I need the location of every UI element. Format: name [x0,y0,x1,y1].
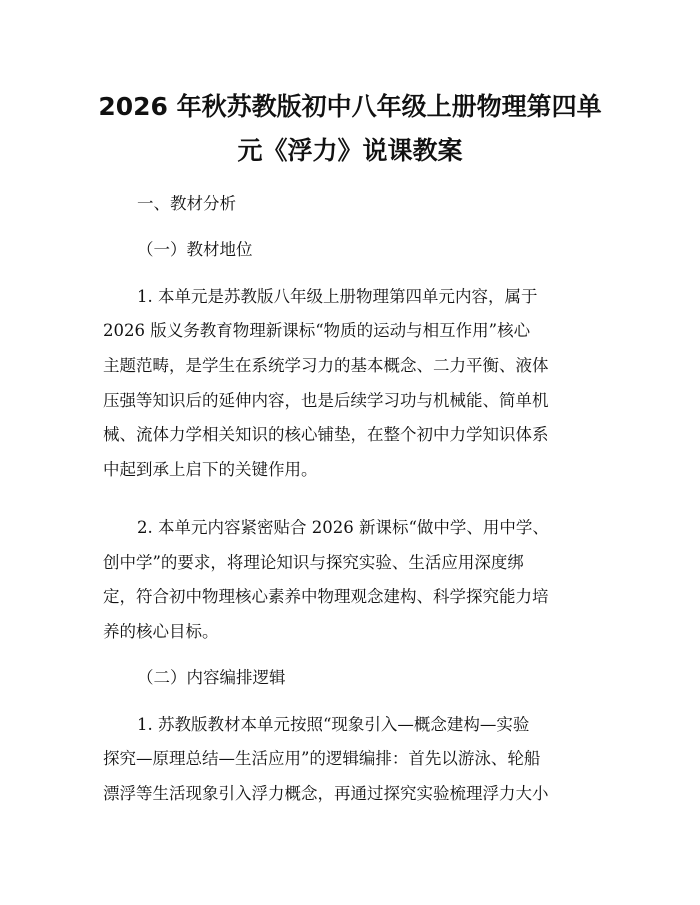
section-heading: 一、教材分析 [137,194,236,213]
document-title-line-2: 元《浮力》说课教案 [237,136,463,165]
paragraph-line: 探究—原理总结—生活应用”的逻辑编排：首先以游泳、轮船 [103,749,541,768]
paragraph-line: 定，符合初中物理核心素养中物理观念建构、科学探究能力培 [103,587,549,606]
paragraph-line: 漂浮等生活现象引入浮力概念，再通过探究实验梳理浮力大小 [103,784,549,803]
document-title-line-1: 2026 年秋苏教版初中八年级上册物理第四单 [98,92,602,121]
paragraph-line: 械、流体力学相关知识的核心铺垫，在整个初中力学知识体系 [103,425,549,444]
paragraph-line: 主题范畴，是学生在系统学习力的基本概念、二力平衡、液体 [103,356,549,375]
paragraph-line: 2. 本单元内容紧密贴合 2026 新课标“做中学、用中学、 [137,518,549,537]
paragraph-line: 中起到承上启下的关键作用。 [103,460,318,479]
paragraph-line: 养的核心目标。 [103,622,219,641]
paragraph-line: 创中学”的要求，将理论知识与探究实验、生活应用深度绑 [103,553,524,572]
paragraph-line: 2026 版义务教育物理新课标“物质的运动与相互作用”核心 [103,321,531,340]
paragraph-line: 压强等知识后的延伸内容，也是后续学习功与机械能、简单机 [103,391,549,410]
subsection-heading: （一）教材地位 [137,240,253,259]
paragraph-line: 1. 本单元是苏教版八年级上册物理第四单元内容，属于 [137,287,538,306]
paragraph-line: 1. 苏教版教材本单元按照“现象引入—概念建构—实验 [137,715,530,734]
subsection-heading: （二）内容编排逻辑 [137,668,286,687]
